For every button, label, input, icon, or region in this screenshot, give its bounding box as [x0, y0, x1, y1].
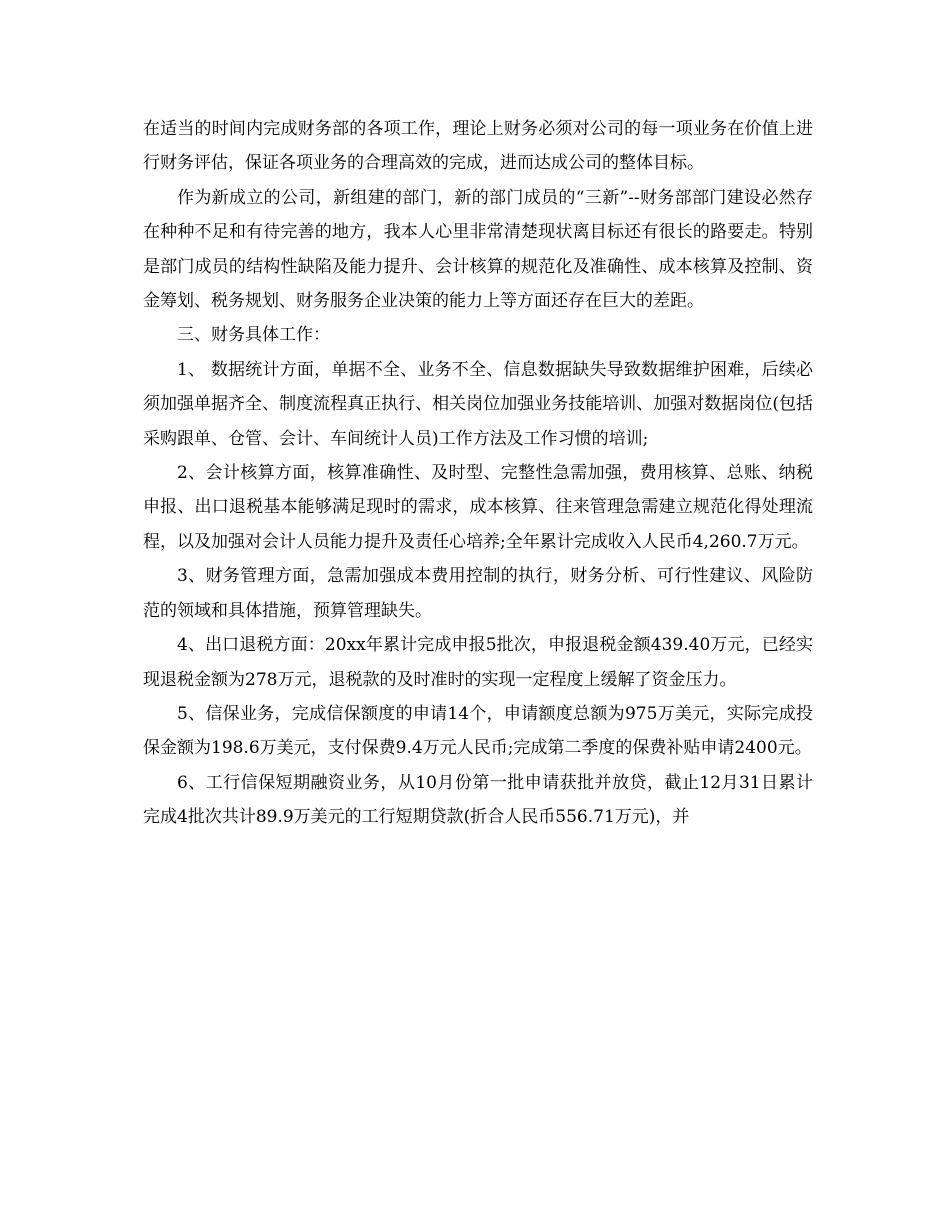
section-heading-finance-work: 三、财务具体工作：	[177, 325, 330, 346]
list-item-short-term-financing: 6、工行信保短期融资业务，从10月份第一批申请获批并放贷，截止12月31日累计完成4批次共计89.9万美元的工行短期贷款(折合人民币556.71万元)，并	[143, 772, 813, 828]
list-item-accounting: 2、会计核算方面，核算准确性、及时型、完整性急需加强，费用核算、总账、纳税申报、出口退税基本能够满足现时的需求，成本核算、往来管理急需建立规范化得处理流程，以及加强对会计人员能力提升及责任心培养;全年累计完成收入人民币4,260.7万元。	[143, 463, 813, 552]
list-item-financial-management: 3、财务管理方面，急需加强成本费用控制的执行，财务分析、可行性建议、风险防范的领域和具体措施，预算管理缺失。	[143, 566, 813, 621]
paragraph-department-status: 作为新成立的公司，新组建的部门，新的部门成员的“三新”--财务部部门建设必然存在种种不足和有待完善的地方，我本人心里非常清楚现状离目标还有很长的路要走。特别是部门成员的结构性缺陷及能力提升、会计核算的规范化及准确性、成本核算及控制、资金筹划、税务规划、财务服务企业决策的能力上等方面还存在巨大的差距。	[143, 187, 813, 312]
paragraph-finance-goal: 在适当的时间内完成财务部的各项工作，理论上财务必须对公司的每一项业务在价值上进行财务评估，保证各项业务的合理高效的完成，进而达成公司的整体目标。	[143, 119, 813, 174]
list-item-credit-insurance: 5、信保业务，完成信保额度的申请14个，申请额度总额为975万美元，实际完成投保金额为198.6万美元，支付保费9.4万元人民币;完成第二季度的保费补贴申请2400元。	[143, 703, 813, 759]
list-item-data-statistics: 1、 数据统计方面，单据不全、业务不全、信息数据缺失导致数据维护困难，后续必须加强单据齐全、制度流程真正执行、相关岗位加强业务技能培训、加强对数据岗位(包括采购跟单、仓管、会计、车间统计人员)工作方法及工作习惯的培训;	[143, 359, 813, 449]
list-item-export-tax-rebate: 4、出口退税方面：20xx年累计完成申报5批次，申报退税金额439.40万元，已经实现退税金额为278万元，退税款的及时准时的实现一定程度上缓解了资金压力。	[143, 635, 813, 690]
document-body	[143, 112, 813, 835]
